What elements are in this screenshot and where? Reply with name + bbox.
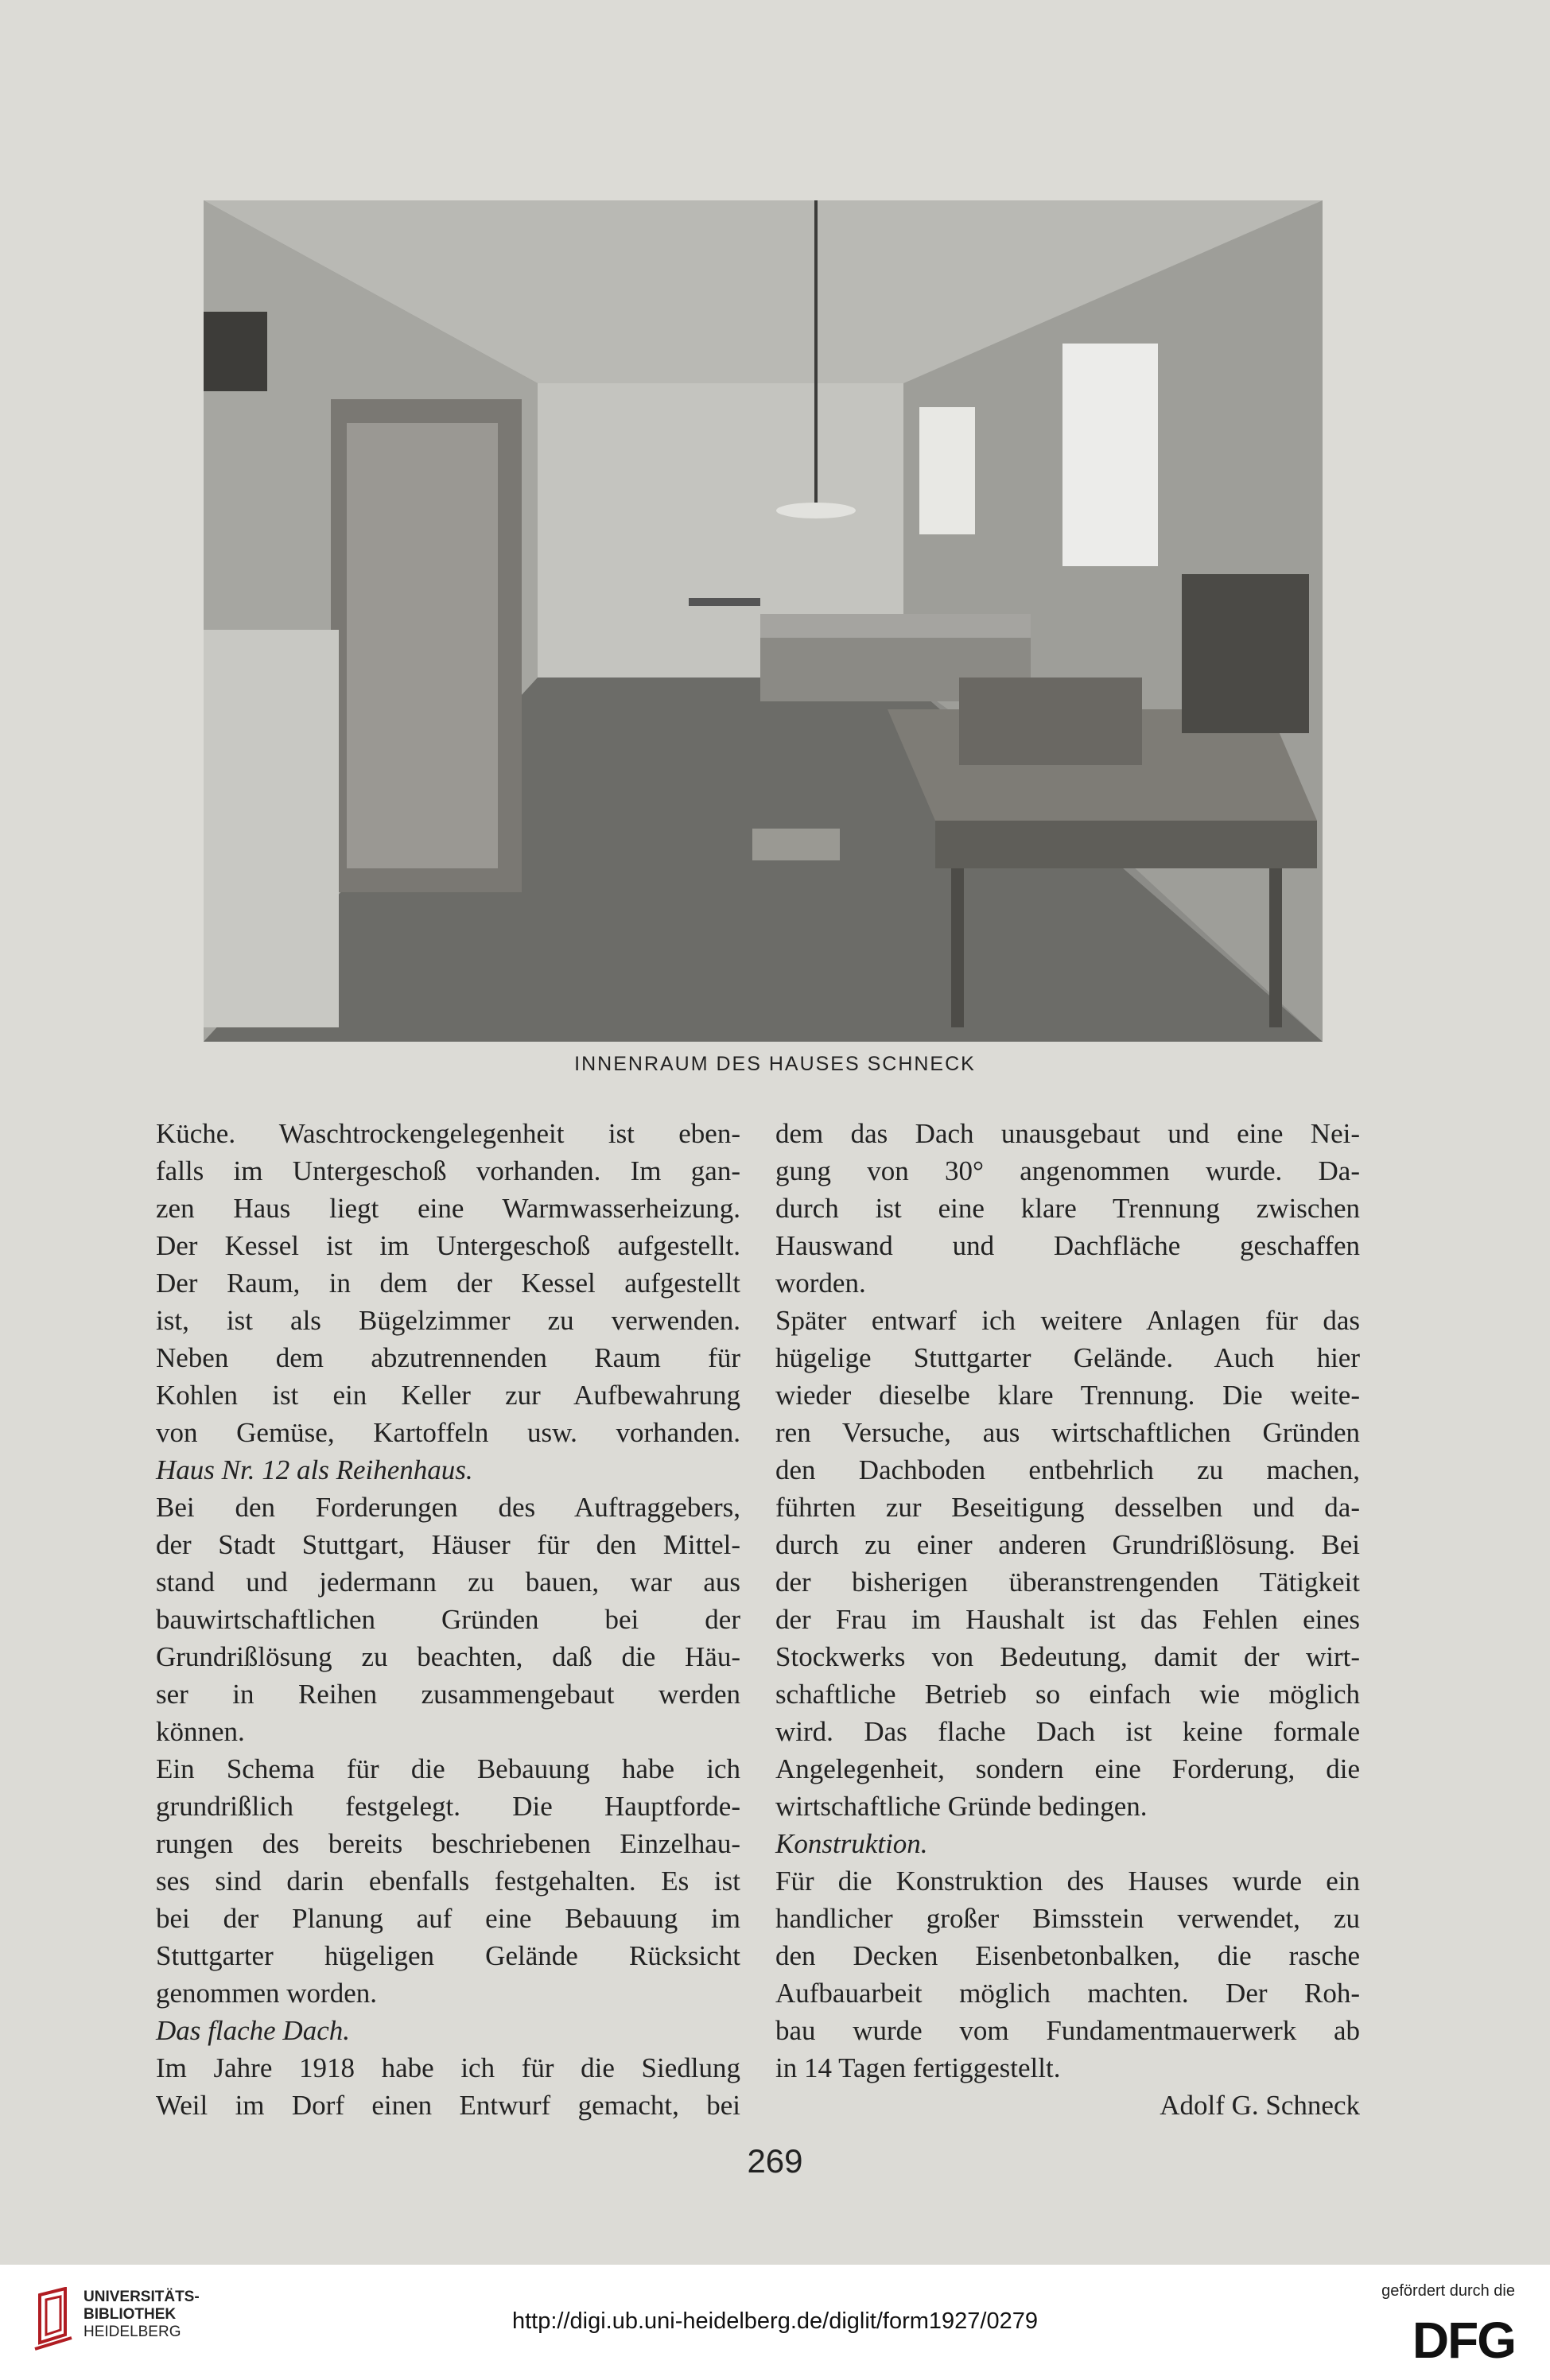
text-line: bauwirtschaftlichen Gründen bei der [156,1604,740,1635]
text-line: bei der Planung auf eine Bebauung im [156,1903,740,1934]
text-line: hügelige Stuttgarter Gelände. Auch hier [775,1342,1360,1373]
text-line: den Decken Eisenbetonbalken, die rasche [775,1940,1360,1971]
text-line: den Dachboden entbehrlich zu machen, [775,1454,1360,1485]
text-line: der Frau im Haushalt ist das Fehlen eines [775,1604,1360,1635]
text-line: Stuttgarter hügeligen Gelände Rücksicht [156,1940,740,1971]
text-line: wird. Das flache Dach ist keine formale [775,1716,1360,1747]
text-line: falls im Untergeschoß vorhanden. Im gan- [156,1155,740,1186]
text-line: bau wurde vom Fundamentmauerwerk ab [775,2015,1360,2046]
text-line: in 14 Tagen fertiggestellt. [775,2052,1061,2083]
text-line: Der Kessel ist im Untergeschoß aufgestellt. [156,1230,740,1261]
section-heading: Das flache Dach. [156,2015,350,2046]
section-heading: Haus Nr. 12 als Reihenhaus. [156,1454,473,1485]
text-line: durch zu einer anderen Grundrißlösung. Bei [775,1529,1360,1560]
text-line: grundrißlich festgelegt. Die Hauptforde- [156,1791,740,1822]
text-line: wieder dieselbe klare Trennung. Die weite- [775,1380,1360,1411]
text-line: ist, ist als Bügelzimmer zu verwenden. [156,1305,740,1336]
left-text-column [156,1115,740,2124]
text-line: ren Versuche, aus wirtschaftlichen Gründen [775,1417,1360,1448]
text-line: können. [156,1716,245,1747]
text-line: Aufbauarbeit möglich machten. Der Roh- [775,1978,1360,2009]
text-line: Hauswand und Dachfläche geschaffen [775,1230,1360,1261]
text-line: Im Jahre 1918 habe ich für die Siedlung [156,2052,740,2083]
source-url-link[interactable]: http://digi.ub.uni-heidelberg.de/diglit/form1927/0279 [511,2308,1038,2334]
text-line: worden. [775,1268,866,1299]
text-line: Stockwerks von Bedeutung, damit der wirt- [775,1641,1360,1672]
library-line-1: UNIVERSITÄTS- [84,2289,200,2305]
text-line: von Gemüse, Kartoffeln usw. vorhanden. [156,1417,740,1448]
funder-label: gefördert durch die [1381,2282,1515,2300]
text-line: Weil im Dorf einen Entwurf gemacht, bei [156,2090,740,2121]
text-line: Kohlen ist ein Keller zur Aufbewahrung [156,1380,740,1411]
text-line: führten zur Beseitigung desselben und da- [775,1492,1360,1523]
digitization-footer [0,2265,1550,2380]
text-line: handlicher großer Bimsstein verwendet, zu [775,1903,1360,1934]
text-line: wirtschaftliche Gründe bedingen. [775,1791,1148,1822]
text-line: durch ist eine klare Trennung zwischen [775,1193,1360,1224]
text-line: der bisherigen überanstrengenden Tätigkeit [775,1567,1360,1598]
text-line: Grundrißlösung zu beachten, daß die Häu- [156,1641,740,1672]
text-line: Küche. Waschtrockengelegenheit ist eben- [156,1118,740,1149]
text-line: der Stadt Stuttgart, Häuser für den Mittel- [156,1529,740,1560]
library-line-2: BIBLIOTHEK [84,2306,177,2323]
text-line: Ein Schema für die Bebauung habe ich [156,1753,740,1784]
text-line: dem das Dach unausgebaut und eine Nei- [775,1118,1360,1149]
text-line: ser in Reihen zusammengebaut werden [156,1679,740,1710]
text-line: rungen des bereits beschriebenen Einzelhau- [156,1828,740,1859]
dfg-logo: DFG [1412,2312,1515,2369]
author-signature: Adolf G. Schneck [1160,2090,1360,2121]
page-number: 269 [747,2142,803,2180]
text-line: gung von 30° angenommen wurde. Da- [775,1155,1360,1186]
text-line: Später entwarf ich weitere Anlagen für das [775,1305,1360,1336]
figure-caption: INNENRAUM DES HAUSES SCHNECK [574,1053,976,1075]
text-line: Der Raum, in dem der Kessel aufgestellt [156,1268,740,1299]
library-line-3: HEIDELBERG [84,2324,181,2340]
right-text-column [775,1115,1360,2124]
text-line: ses sind darin ebenfalls festgehalten. Es ist [156,1866,740,1897]
text-line: Für die Konstruktion des Hauses wurde ein [775,1866,1360,1897]
text-line: zen Haus liegt eine Warmwasserheizung. [156,1193,740,1224]
interior-photograph [204,200,1323,1042]
text-line: Angelegenheit, sondern eine Forderung, die [775,1753,1360,1784]
text-line: Bei den Forderungen des Auftraggebers, [156,1492,740,1523]
section-heading: Konstruktion. [775,1828,928,1859]
text-line: stand und jedermann zu bauen, war aus [156,1567,740,1598]
text-line: genommen worden. [156,1978,377,2009]
text-line: Neben dem abzutrennenden Raum für [156,1342,740,1373]
text-line: schaftliche Betrieb so einfach wie möglich [775,1679,1360,1710]
